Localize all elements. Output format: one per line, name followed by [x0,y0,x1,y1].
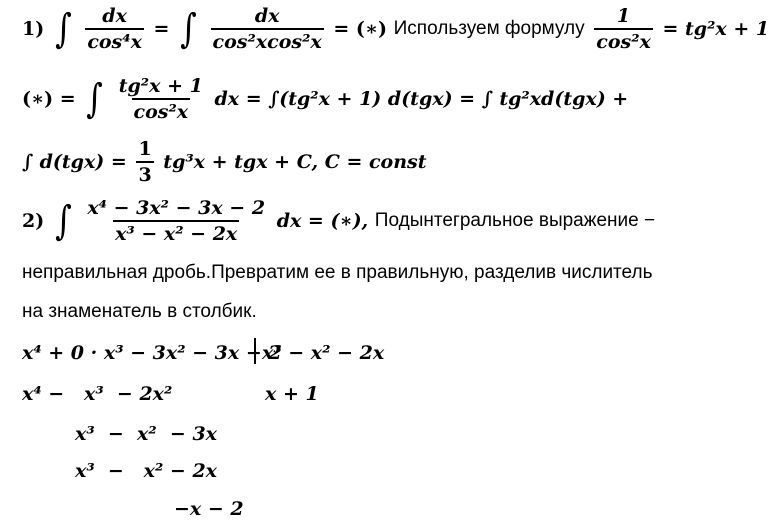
formula-fraction: $\frac{1}{\text{cos²x}}$ [596,5,651,53]
task1-number: 1) [22,18,45,40]
task2-text3: на знаменатель в столбик. [22,301,257,322]
division-rem1: x³ − x² − 3x [75,423,217,445]
division-sub2: x³ − x² − 2x [75,460,217,482]
division-bar [254,338,256,364]
task2-line1: 2) ∫ $\frac{\text{x⁴ − 3x² − 3x − 2}}{\text{x³ − x² − 2x}}$ dx = (∗), Подынтегральное выражение − [22,197,656,245]
fraction-dx-cos4x: $\frac{dx}{\text{cos⁴x}}$ [87,5,142,53]
division-quotient: x + 1 [265,383,319,405]
fraction-tg2x-plus-1: $\frac{\text{tg²x + 1}}{\text{cos²x}}$ [118,75,203,123]
task1-line3: ∫ d(tgx) = $\frac{1}{3}$ tg³x + tgx + C, C = const [22,138,427,186]
integral-sign: ∫ [180,6,197,52]
task2-text2: неправильная дробь.Превратим ее в правильную, разделив числитель [22,262,653,283]
fraction-polynomial: $\frac{\text{x⁴ − 3x² − 3x − 2}}{\text{x³ − x² − 2x}}$ [87,197,266,245]
division-divisor: x³ − x² − 2x [262,342,385,364]
use-formula-text: Используем формулу [393,18,585,39]
task2-number: 2) [22,210,45,232]
fraction-dx-cos2xcos2x: $\frac{dx}{\text{cos²xcos²x}}$ [212,5,322,53]
task1-line2: (∗) = ∫ $\frac{\text{tg²x + 1}}{\text{cos²x}}$ dx = ∫(tg²x + 1) d(tgx) = ∫ tg²xd(tgx) + [22,75,629,123]
division-rem2: −x − 2 [174,498,244,520]
division-dividend: x⁴ + 0 · x³ − 3x² − 3x − 2 [22,342,282,364]
integral-sign: ∫ [54,6,72,52]
integral-sign: ∫ [54,198,72,244]
division-sub1: x⁴ − x³ − 2x² [22,383,173,405]
formula-rhs: = tg²x + 1 [662,18,769,40]
fraction-one-third: $\frac{1}{3}$ [138,138,152,186]
integral-sign: ∫ [86,76,104,122]
task1-line1: 1) ∫ $\frac{dx}{\text{cos⁴x}}$ = ∫ $\frac{dx}{\text{cos²xcos²x}}$ = (∗) Используем формулу $\frac{1}{\text{cos²x}}$ = tg²x + 1 [22,5,769,53]
